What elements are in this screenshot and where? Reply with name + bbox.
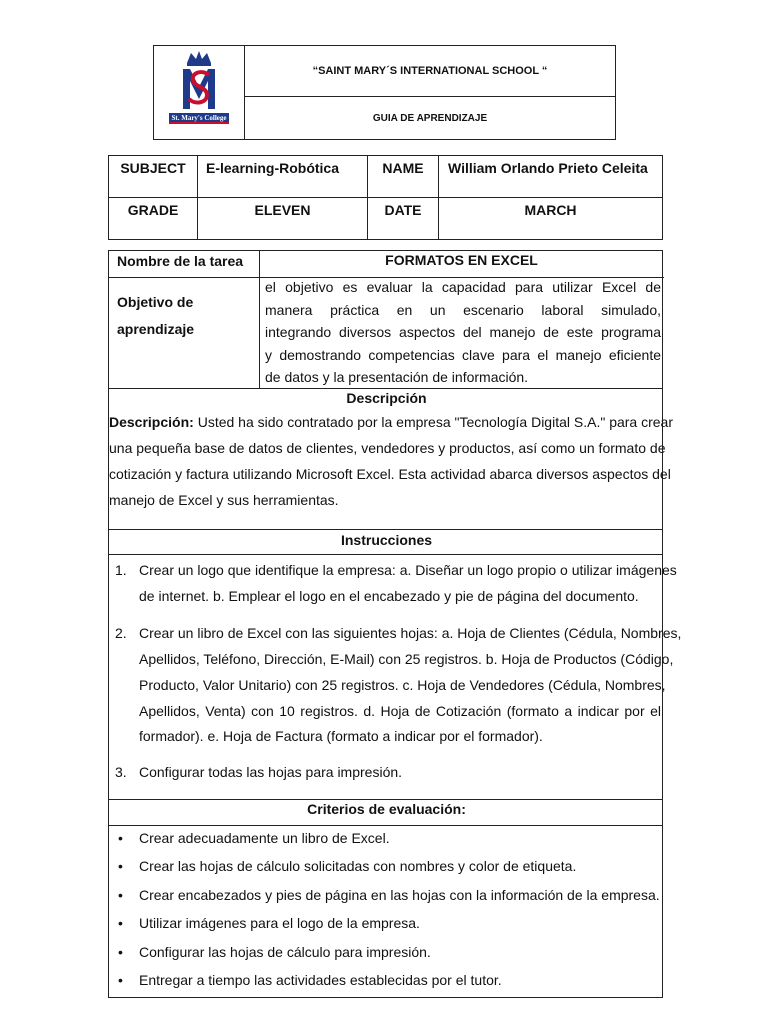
subject-value: E-learning-Robótica xyxy=(198,156,368,198)
name-label: NAME xyxy=(368,156,439,198)
header-table xyxy=(153,45,616,140)
objective-label-1: Objetivo de xyxy=(117,294,194,310)
bullet-icon: • xyxy=(118,944,123,960)
info-table xyxy=(108,155,663,240)
description-heading: Descripción xyxy=(346,390,427,406)
bullet-icon: • xyxy=(118,887,123,903)
task-label: Nombre de la tarea xyxy=(117,253,244,269)
list-item: Utilizar imágenes para el logo de la empresa. xyxy=(139,915,420,931)
name-value: William Orlando Prieto Celeita xyxy=(439,156,663,198)
list-item: Configurar todas las hojas para impresión. xyxy=(139,764,403,780)
criteria-heading: Criterios de evaluación: xyxy=(307,801,466,817)
list-item: Crear adecuadamente un libro de Excel. xyxy=(139,830,390,846)
bullet-icon: • xyxy=(118,858,123,874)
list-item-number: 2. xyxy=(115,625,127,641)
bullet-icon: • xyxy=(118,972,123,988)
list-item: Configurar las hojas de cálculo para impresión. xyxy=(139,944,431,960)
grade-label: GRADE xyxy=(109,198,198,240)
guide-title: GUIA DE APRENDIZAJE xyxy=(245,97,616,140)
task-box: Nombre de la tarea FORMATOS EN EXCEL Objetivo de aprendizaje el objetivo es evaluar la capacidad para utilizar Excel de manera práctica en un escenario laboral simulado, integrando diversos aspectos del manejo de este programa y demostrando competencias clave para el manejo eficiente de datos y la presentación de información. Descripción Descripción: Usted ha sido contratado por la empresa "Tecnología Digital S.A." para crear una pequeña base de datos de clientes, vendedores y productos, así como un formato de cotización y factura utilizando Microsoft Excel. Esta actividad abarca diversos aspectos del manejo de Excel y sus herramientas. Instrucciones 1. Crear un logo que identifique la empresa: a. Diseñar un logo propio o utilizar imágenes de internet. b. Emplear el logo en el encabezado y pie de página del documento. 2. Crear un libro de Excel con las siguientes hojas: a. Hoja de Clientes (Cédula, Nombres, Apellidos, Teléfono, Dirección, E-Mail) con 25 registros. b. Hoja de Productos (Código, Producto, Valor Unitario) con 25 registros. c. Hoja de Vendedores (Cédula, Nombres, Apellidos, Venta) con 10 registros. d. Hoja de Cotización (formato a indicar por el formador). e. Hoja de Factura (formato a indicar por el formador). 3. Configurar todas las hojas para impresión. Criterios de evaluación: • Crear adecuadamente un libro de Excel. • Crear las hojas de cálculo solicitadas con nombres y color de etiqueta. • Crear encabezados y pies de página en las hojas con la información de la empresa. • Utilizar imágenes para el logo de la empresa. • Configurar las hojas de cálculo para impresión. • Entregar a tiempo las actividades establecidas por el tutor. xyxy=(108,250,663,998)
date-label: DATE xyxy=(368,198,439,240)
list-item-number: 1. xyxy=(115,562,127,578)
instructions-heading: Instrucciones xyxy=(340,532,433,548)
date-value: MARCH xyxy=(439,198,663,240)
logo-cell xyxy=(154,46,245,140)
school-name: “SAINT MARY´S INTERNATIONAL SCHOOL “ xyxy=(245,46,616,97)
list-item: Crear encabezados y pies de página en las hojas con la información de la empresa. xyxy=(139,887,660,903)
list-item: Crear un libro de Excel con las siguientes hojas: a. Hoja de Clientes (Cédula, Nombres, xyxy=(139,625,682,641)
list-item-number: 3. xyxy=(115,764,127,780)
grade-value: ELEVEN xyxy=(198,198,368,240)
task-title: FORMATOS EN EXCEL xyxy=(385,252,538,268)
school-logo-icon xyxy=(163,49,235,133)
list-item: Entregar a tiempo las actividades establecidas por el tutor. xyxy=(139,972,502,988)
subject-label: SUBJECT xyxy=(109,156,198,198)
list-item: Crear un logo que identifique la empresa: a. Diseñar un logo propio o utilizar imágenes xyxy=(139,562,677,578)
list-item: Crear las hojas de cálculo solicitadas con nombres y color de etiqueta. xyxy=(139,858,577,874)
bullet-icon: • xyxy=(118,915,123,931)
logo-text: St. Mary's College xyxy=(171,114,227,122)
bullet-icon: • xyxy=(118,830,123,846)
objective-label-2: aprendizaje xyxy=(117,321,195,337)
